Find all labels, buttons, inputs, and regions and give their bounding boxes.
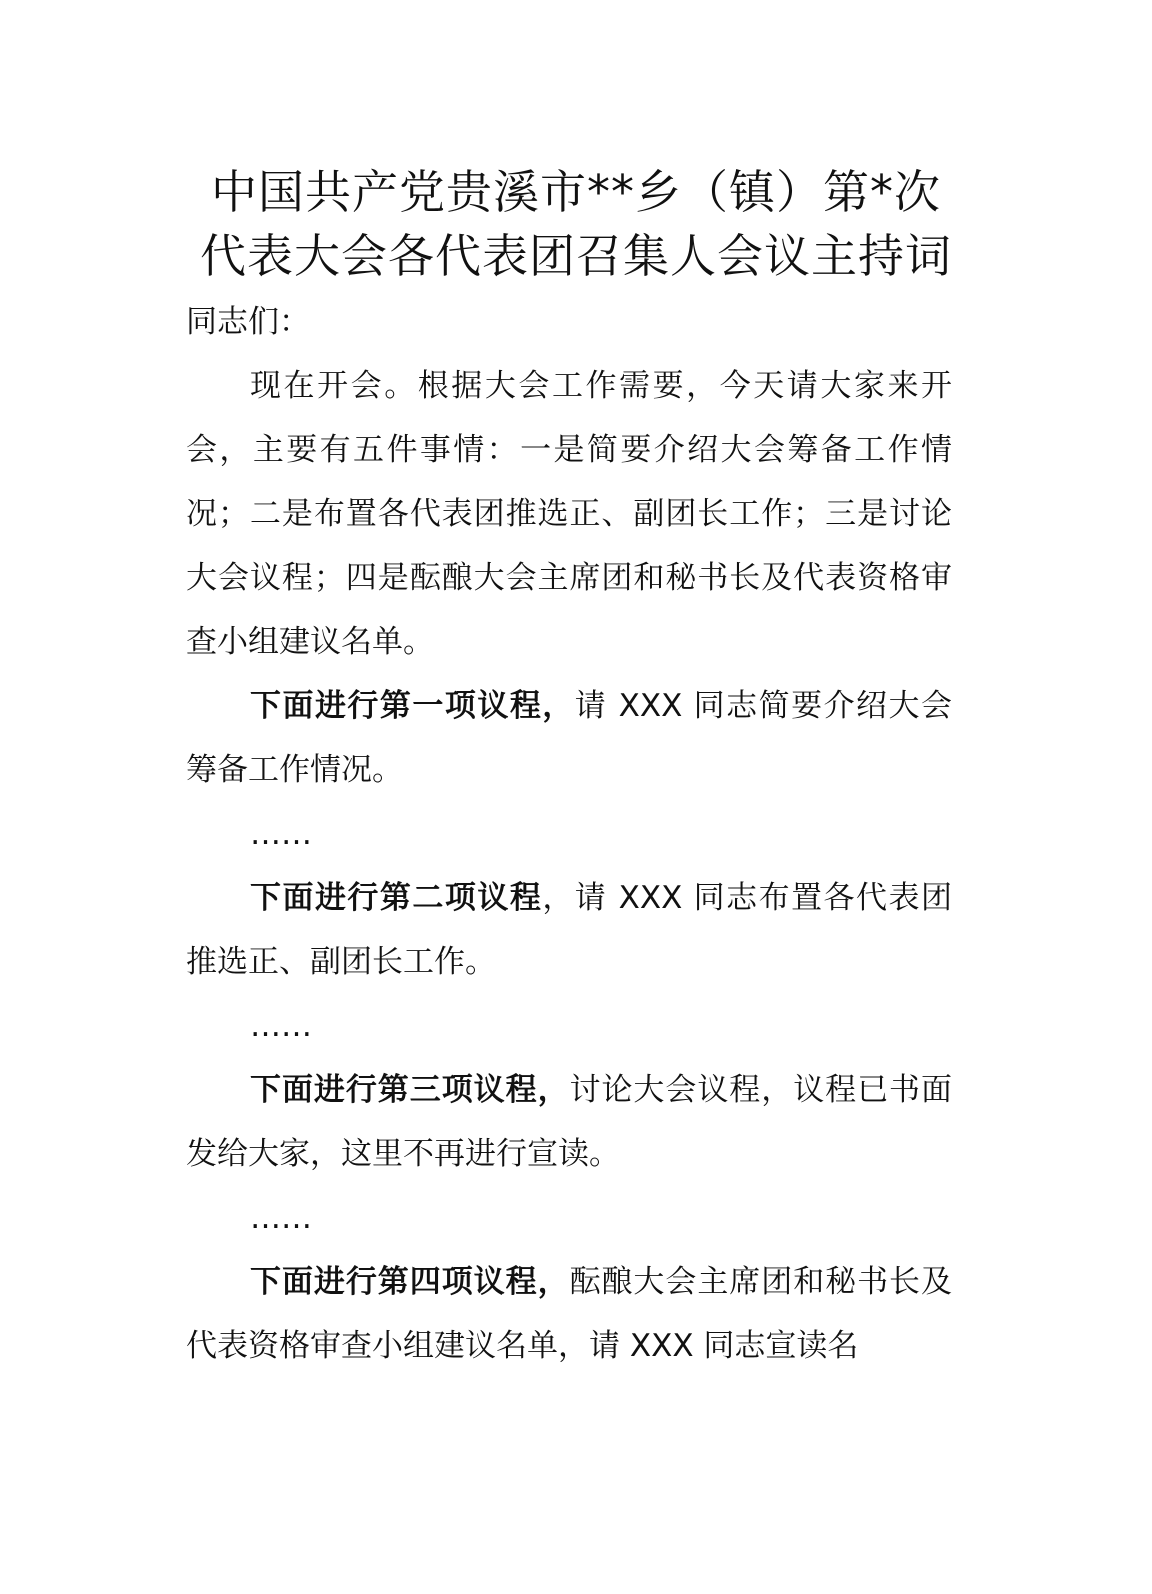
agenda-2-lead: 下面进行第二项议程 xyxy=(250,880,543,916)
paragraph-opening-text: 现在开会。根据大会工作需要，今天请大家来开会，主要有五件事情：一是简要介绍大会筹备工作情况；二是布置各代表团推选正、副团长工作；三是讨论大会议程；四是酝酿大会主席团和秘书长及代表资格审查小组建议名单。 xyxy=(186,368,952,660)
document-body xyxy=(186,290,952,1378)
ellipsis-1: …… xyxy=(250,816,312,852)
paragraph-opening xyxy=(186,354,952,674)
agenda-4-lead: 下面进行第四项议程， xyxy=(250,1264,570,1300)
agenda-2-text: ，请 XXX 同志布置各代表团推选正、副团长工作。 xyxy=(186,880,952,980)
ellipsis-2: …… xyxy=(250,1008,312,1044)
salutation: 同志们： xyxy=(186,304,310,340)
ellipsis-3: …… xyxy=(250,1200,312,1236)
agenda-1-text: 请 XXX 同志简要介绍大会筹备工作情况。 xyxy=(186,688,953,788)
paragraph-agenda-1 xyxy=(186,674,952,802)
agenda-3-text: 讨论大会议程，议程已书面发给大家，这里不再进行宣读。 xyxy=(186,1072,953,1172)
paragraph-agenda-4 xyxy=(186,1250,952,1378)
paragraph-agenda-3 xyxy=(186,1058,952,1186)
paragraph-agenda-2 xyxy=(186,866,952,994)
agenda-1-lead: 下面进行第一项议程， xyxy=(250,688,575,724)
title-line-2: 代表大会各代表团召集人会议主持词 xyxy=(200,229,952,283)
agenda-4-text: 酝酿大会主席团和秘书长及代表资格审查小组建议名单，请 XXX 同志宣读名 xyxy=(186,1264,953,1364)
document-title xyxy=(150,160,1002,288)
title-line-1: 中国共产党贵溪市**乡（镇）第*次 xyxy=(211,165,941,219)
agenda-3-lead: 下面进行第三项议程， xyxy=(250,1072,570,1108)
